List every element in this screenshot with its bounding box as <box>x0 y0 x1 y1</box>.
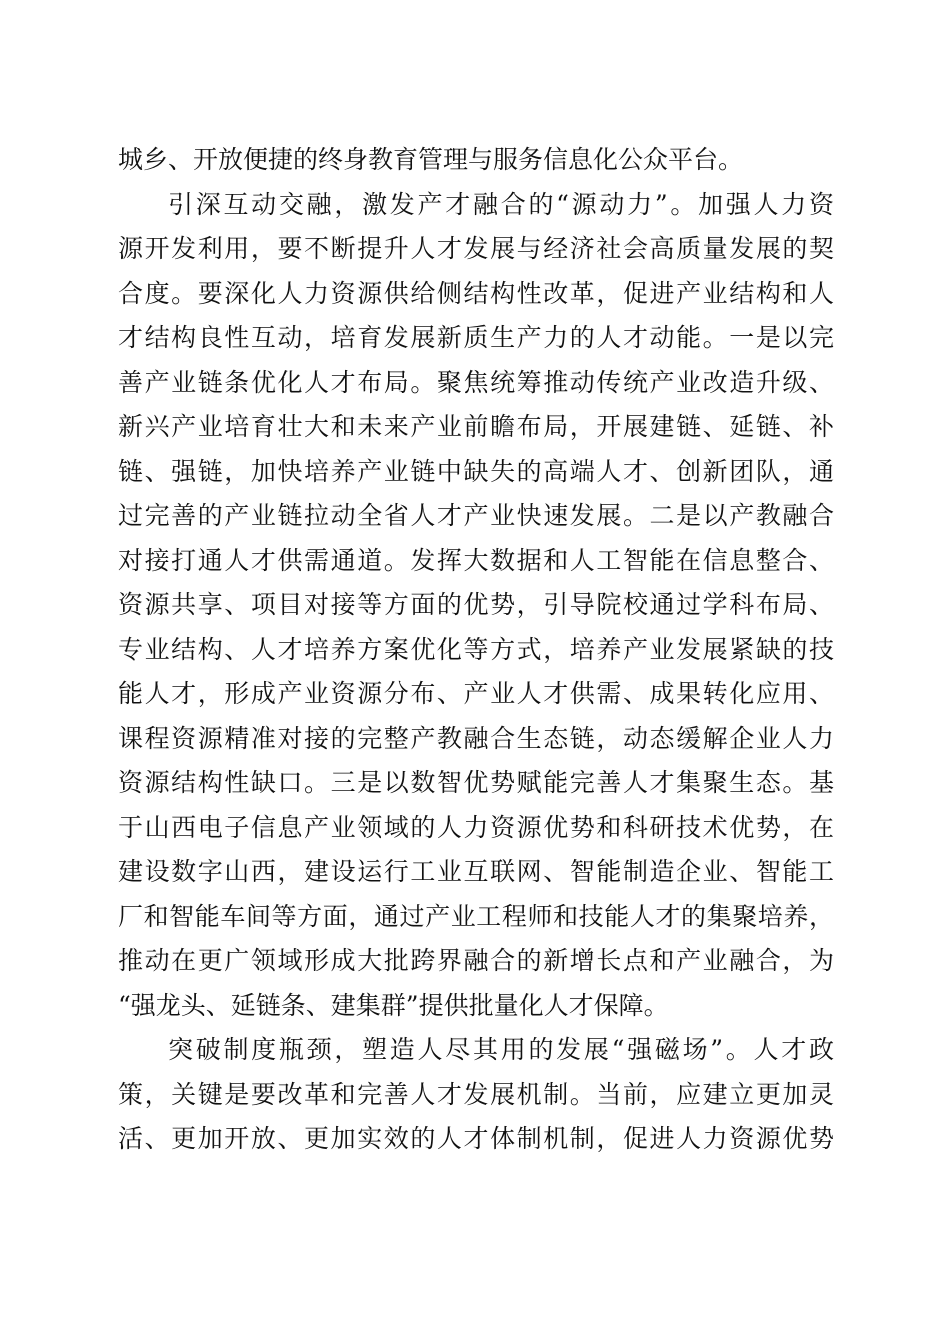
text-line: 专业结构、人才培养方案优化等方式，培养产业发展紧缺的技 <box>118 634 834 664</box>
text-line: 善产业链条优化人才布局。聚焦统筹推动传统产业改造升级、 <box>118 367 834 397</box>
paragraph-first-line: 突破制度瓶颈，塑造人尽其用的发展“强磁场”。人才政 <box>168 1035 834 1064</box>
text-line: 源开发利用，要不断提升人才发展与经济社会高质量发展的契 <box>118 234 834 263</box>
text-line: 链、强链，加快培养产业链中缺失的高端人才、创新团队，通 <box>118 456 834 486</box>
text-line: 资源共享、项目对接等方面的优势，引导院校通过学科布局、 <box>118 590 834 619</box>
body-text <box>118 138 834 1162</box>
text-line: 于山西电子信息产业领域的人力资源优势和科研技术优势，在 <box>118 812 834 842</box>
text-line: 新兴产业培育壮大和未来产业前瞻布局，开展建链、延链、补 <box>118 412 834 441</box>
text-line: 厂和智能车间等方面，通过产业工程师和技能人才的集聚培养， <box>118 901 834 931</box>
text-line: 推动在更广领域形成大批跨界融合的新增长点和产业融合，为 <box>118 946 834 975</box>
text-line: 课程资源精准对接的完整产教融合生态链，动态缓解企业人力 <box>118 723 834 753</box>
text-line: 建设数字山西，建设运行工业互联网、智能制造企业、智能工 <box>118 857 834 886</box>
text-line: 活、更加开放、更加实效的人才体制机制，促进人力资源优势 <box>118 1124 834 1153</box>
text-line: 城乡、开放便捷的终身教育管理与服务信息化公众平台。 <box>118 145 744 174</box>
text-line: 过完善的产业链拉动全省人才产业快速发展。二是以产教融合 <box>118 501 834 530</box>
text-line: 策，关键是要改革和完善人才发展机制。当前，应建立更加灵 <box>118 1079 834 1109</box>
text-line: 能人才，形成产业资源分布、产业人才供需、成果转化应用、 <box>118 679 834 708</box>
text-line: 资源结构性缺口。三是以数智优势赋能完善人才集聚生态。基 <box>118 768 834 797</box>
text-line: 合度。要深化人力资源供给侧结构性改革，促进产业结构和人 <box>118 278 834 308</box>
text-line: 才结构良性互动，培育发展新质生产力的人才动能。一是以完 <box>118 323 834 352</box>
paragraph-first-line: 引深互动交融，激发产才融合的“源动力”。加强人力资 <box>168 189 834 219</box>
text-line: “强龙头、延链条、建集群”提供批量化人才保障。 <box>118 990 669 1020</box>
text-line: 对接打通人才供需通道。发挥大数据和人工智能在信息整合、 <box>118 545 834 575</box>
